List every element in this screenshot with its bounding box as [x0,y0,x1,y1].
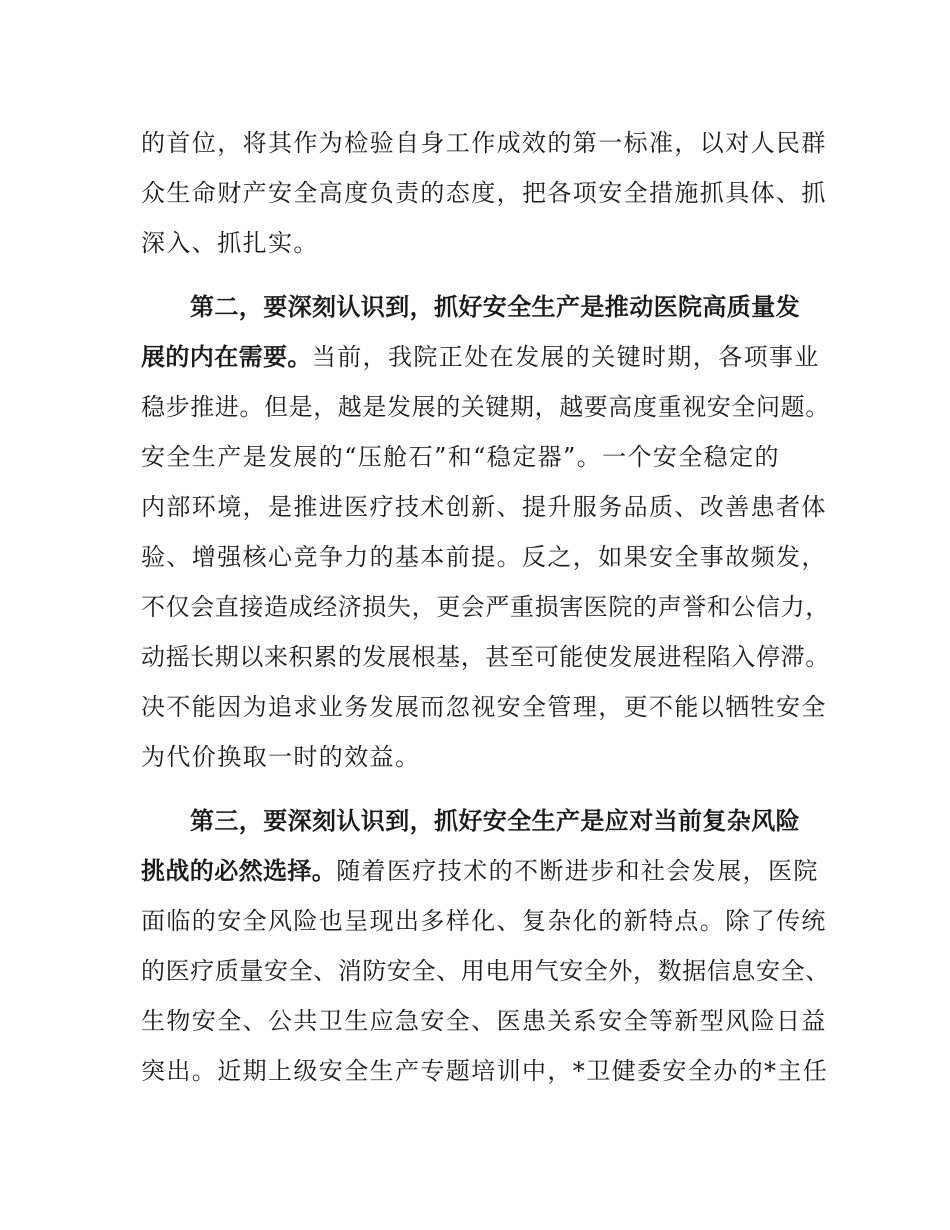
paragraph-3-heading-line-1: 第三，要深刻认识到，抓好安全生产是应对当前复杂风险 [190,807,800,835]
paragraph-2-line-6: 验、增强核心竞争力的基本前提。反之，如果安全事故频发， [141,543,827,571]
paragraph-1-line-2: 众生命财产安全高度负责的态度，把各项安全措施抓具体、抓 [141,179,827,207]
paragraph-2-line-10: 为代价换取一时的效益。 [141,743,421,771]
paragraph-2-line-8: 动摇长期以来积累的发展根基，甚至可能使发展进程陷入停滞。 [141,643,830,671]
paragraph-3-line-2 [141,846,831,896]
paragraph-1-line-3: 深入、抓扎实。 [141,229,319,257]
paragraph-2-line-2 [141,332,831,382]
paragraph-2-line-2-rest: 当前，我院正处在发展的关键时期，各项事业 [311,343,820,371]
paragraph-3-line-2-rest: 随着医疗技术的不断进步和社会发展，医院 [336,857,819,885]
paragraph-2-line-3: 稳步推进。但是，越是发展的关键期，越要高度重视安全问题。 [141,393,830,421]
paragraph-2-heading-end: 展的内在需要。 [141,343,312,371]
paragraph-3-heading-end: 挑战的必然选择。 [141,857,337,885]
paragraph-2-line-5: 内部环境，是推进医疗技术创新、提升服务品质、改善患者体 [141,493,827,521]
paragraph-3-line-6: 突出。近期上级安全生产专题培训中，*卫健委安全办的*主任 [141,1057,829,1085]
paragraph-2-heading-line-1: 第二，要深刻认识到，抓好安全生产是推动医院高质量发 [190,293,800,321]
paragraph-1-line-1: 的首位，将其作为检验自身工作成效的第一标准，以对人民群 [141,129,827,157]
paragraph-2-line-4: 安全生产是发展的“压舱石”和“稳定器”。一个安全稳定的 [141,443,780,471]
paragraph-3-line-4: 的医疗质量安全、消防安全、用电用气安全外，数据信息安全、 [141,957,830,985]
paragraph-2-line-7: 不仅会直接造成经济损失，更会严重损害医院的声誉和公信力， [141,593,830,621]
paragraph-3-line-3: 面临的安全风险也呈现出多样化、复杂化的新特点。除了传统 [141,907,827,935]
paragraph-2-line-9: 决不能因为追求业务发展而忽视安全管理，更不能以牺牲安全 [141,693,827,721]
paragraph-3-line-5: 生物安全、公共卫生应急安全、医患关系安全等新型风险日益 [141,1007,827,1035]
